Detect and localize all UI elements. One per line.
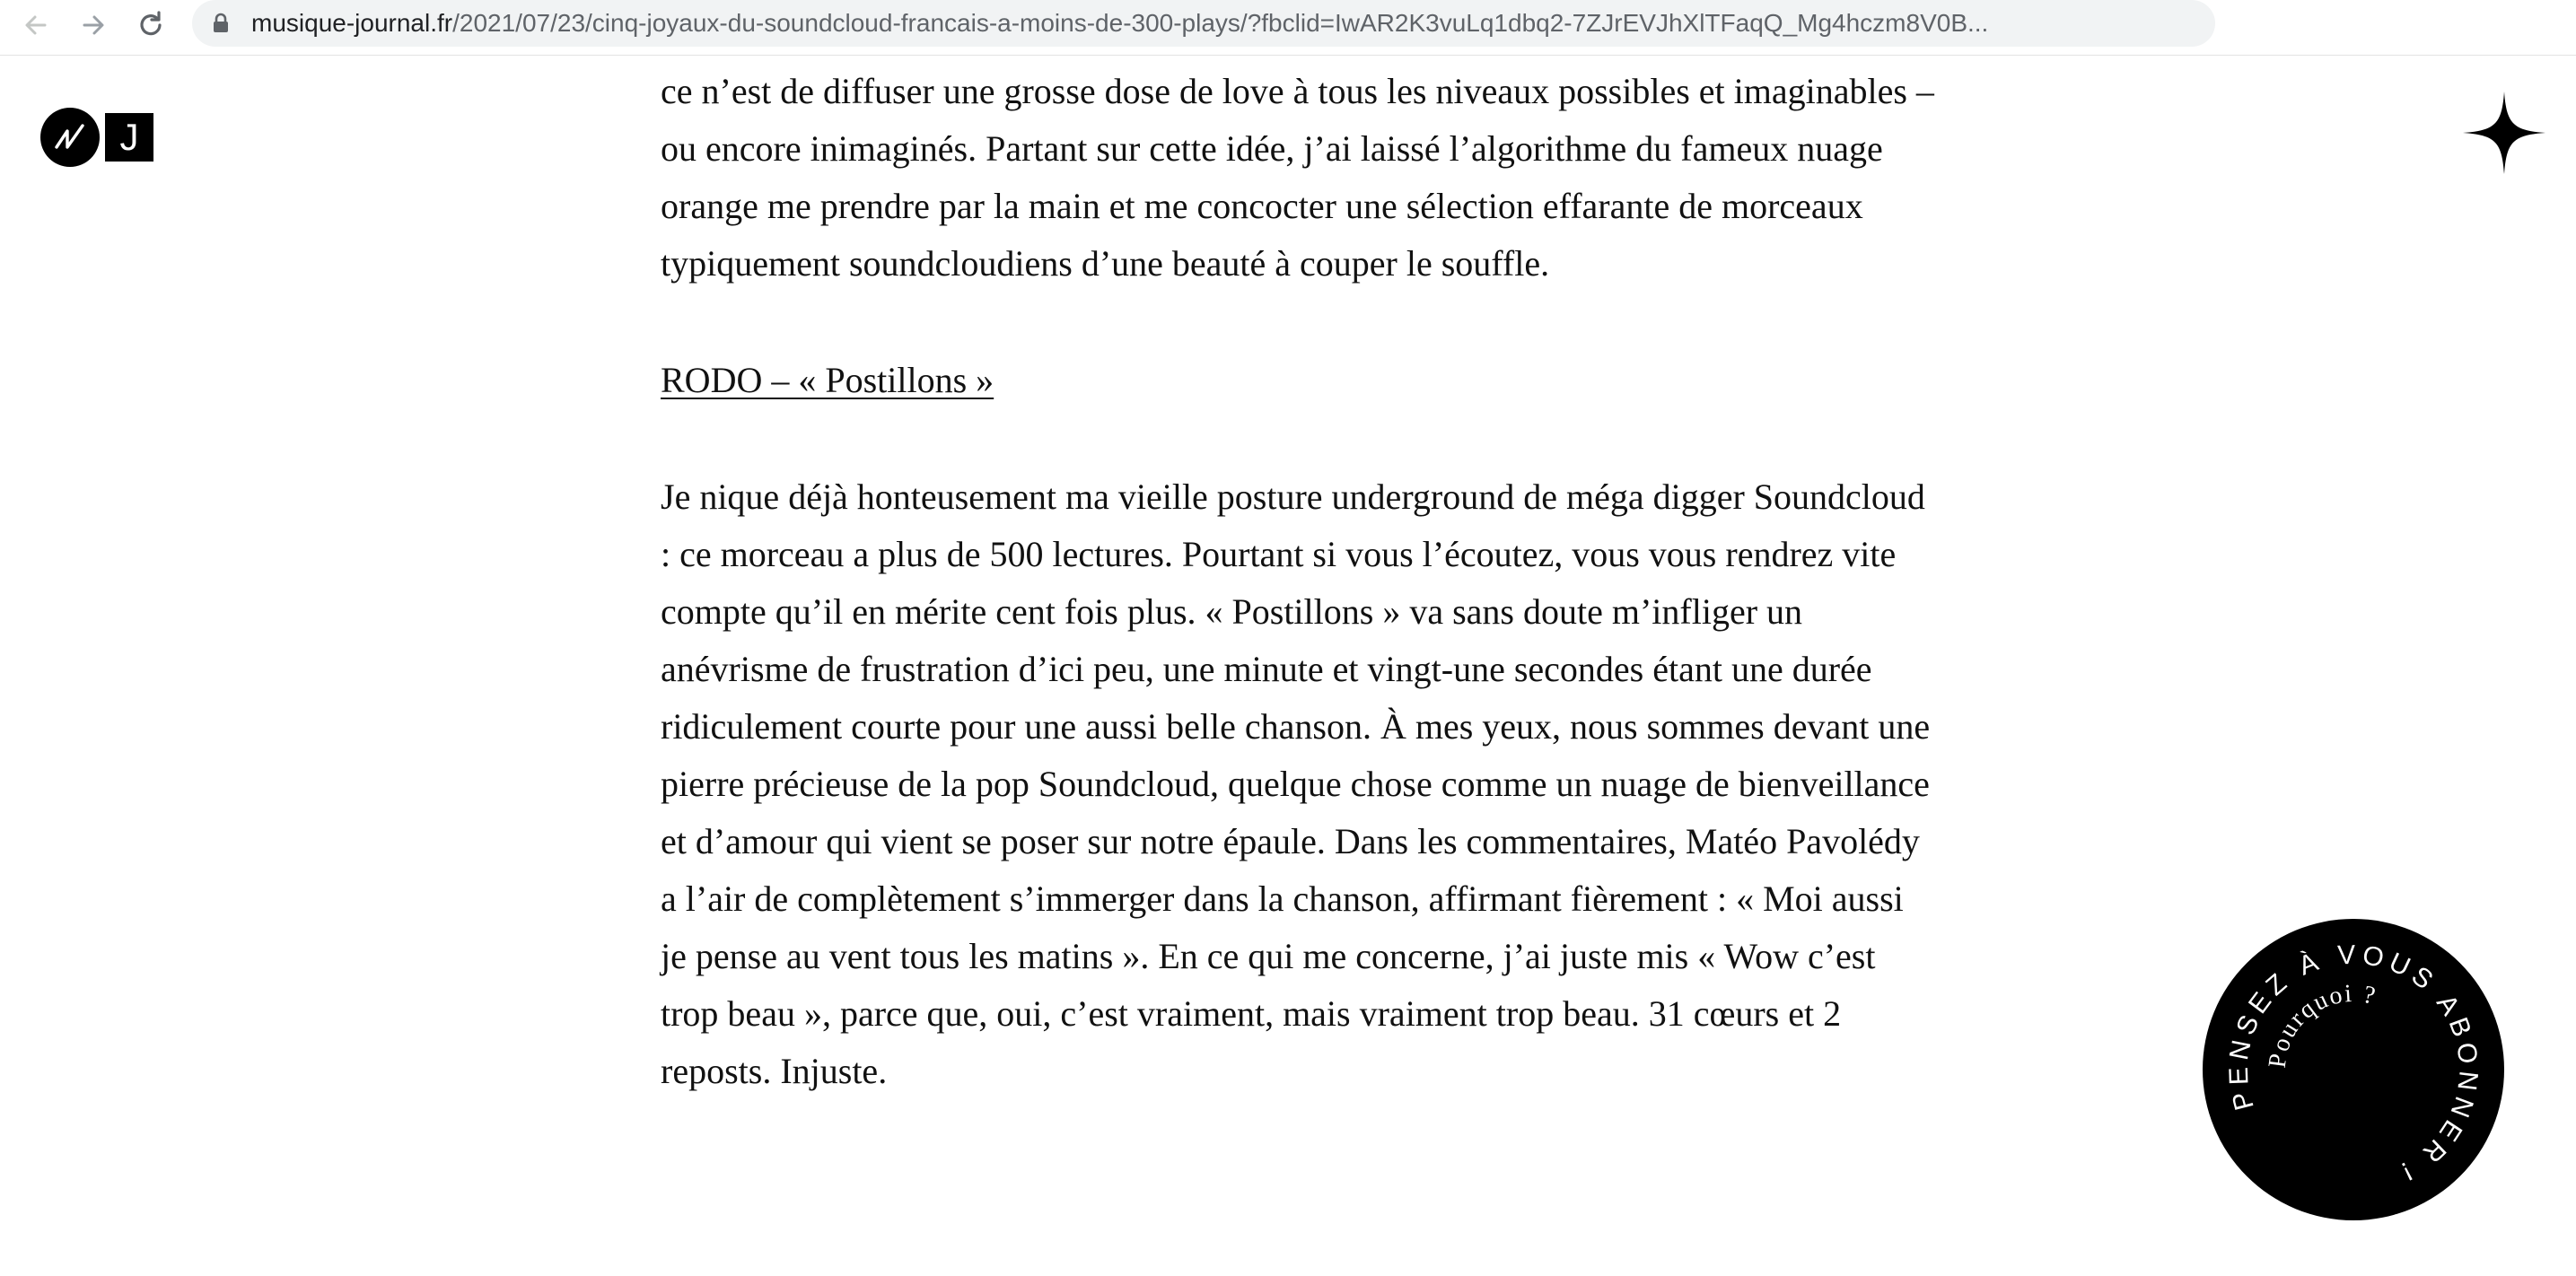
reload-button[interactable] — [129, 4, 172, 47]
subscribe-outer-text: PENSEZ À VOUS ABONNER ! — [2223, 940, 2484, 1189]
arrow-right-icon — [79, 11, 108, 39]
sparkle-star-icon — [2461, 90, 2547, 176]
logo-letter: J — [105, 113, 153, 162]
track-link[interactable]: RODO – « Postillons » — [661, 360, 994, 400]
subscribe-badge-button[interactable] — [2203, 919, 2504, 1220]
reload-icon — [136, 10, 166, 40]
logo-mark-icon — [40, 108, 100, 167]
track-heading — [661, 352, 1935, 409]
forward-button[interactable] — [72, 4, 115, 47]
arrow-left-icon — [22, 11, 50, 39]
subscribe-inner-text: Pourquoi ? — [2263, 979, 2379, 1070]
site-logo[interactable] — [40, 108, 153, 167]
url-text — [251, 0, 2199, 47]
article-paragraph: ce n’est de diffuser une grosse dose de love à tous les niveaux possibles et imaginables – ou encore inimaginés. Partant sur cette idée, j’ai laissé l’algorithme du fameux nuage orange me prendre par la main et me concocter une sélection effarante de morceaux typiquement soundcloudiens d’une beauté à couper le souffle. — [661, 71, 1934, 284]
article-content — [661, 63, 1935, 1100]
url-path: /2021/07/23/cinq-joyaux-du-soundcloud-francais-a-moins-de-300-plays/?fbclid=IwAR2K3vuLq1dbq2-7ZJrEVJhXlTFaqQ_Mg4hczm8V0B... — [452, 9, 1989, 37]
lock-icon — [212, 13, 230, 34]
url-host: musique-journal.fr — [251, 9, 453, 37]
back-button[interactable] — [14, 4, 57, 47]
menu-button[interactable] — [2461, 90, 2547, 176]
browser-toolbar — [0, 0, 2576, 56]
address-bar[interactable] — [192, 0, 2215, 47]
article-paragraph: Je nique déjà honteusement ma vieille posture underground de méga digger Soundcloud : ce morceau a plus de 500 lectures. Pourtant si vous l’écoutez, vous vous rendrez vite compte qu’il en mérite cent fois plus. « Postillons » va sans doute m’infliger un anévrisme de frustration d’ici peu, une minute et vingt-une secondes étant une durée ridiculement courte pour une aussi belle chanson. À mes yeux, nous sommes devant une pierre précieuse de la pop Soundcloud, quelque chose comme un nuage de bienveillance et d’amour qui vient se poser sur notre épaule. Dans les commentaires, Matéo Pavolédy a l’air de complètement s’immerger dans la chanson, affirmant fièrement : « Moi aussi je pense au vent tous les matins ». En ce qui me concerne, j’ai juste mis « Wow c’est trop beau », parce que, oui, c’est vraiment, mais vraiment trop beau. 31 cœurs et 2 reposts. Injuste. — [661, 476, 1931, 1091]
